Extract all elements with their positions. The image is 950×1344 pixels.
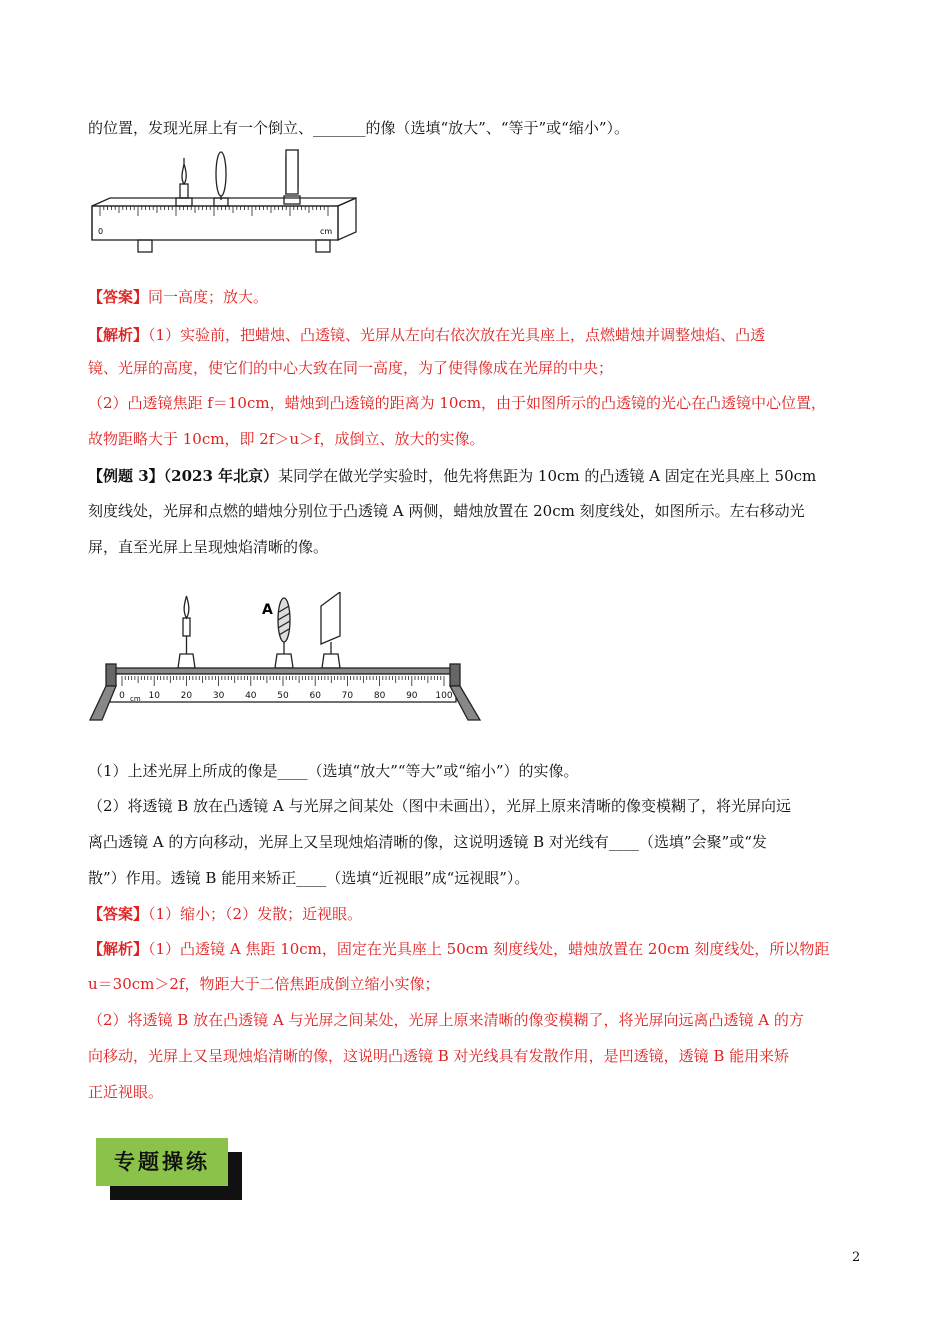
text-line-1: 的位置，发现光屏上有一个倒立、_______的像（选填“放大”、“等于”或“缩小”）。 [88,119,630,137]
example-source: （2023 年北京） [163,467,279,485]
question-2-line-3: 散”）作用。透镜 B 能用来矫正____（选填“近视眼”成“远视眼”）。 [88,869,530,887]
answer-text-2: （1）缩小；（2）发散；近视眼。 [148,905,363,923]
example-3-line-2: 刻度线处，光屏和点燃的蜡烛分别位于凸透镜 A 两侧，蜡烛放置在 20cm 刻度线处，如图所示。左右移动光 [88,502,805,520]
page-number: 2 [852,1250,861,1265]
example-text: 某同学在做光学实验时，他先将焦距为 10cm 的凸透镜 A 固定在光具座上 50cm [278,467,817,485]
figure1-unit-label: cm [320,227,333,236]
analysis-label-2: 【解析】 [88,940,149,958]
figure2-tick-label: 40 [245,691,257,701]
answer-text: 同一高度；放大。 [148,288,269,306]
optical-bench-figure-2 [88,592,483,727]
analysis-line-3: （2）凸透镜焦距 f＝10cm，蜡烛到凸透镜的距离为 10cm，由于如图所示的凸透镜的光心在凸透镜中心位置， [88,394,827,412]
figure2-tick-label: 70 [341,691,354,701]
answer-label-2: 【答案】 [88,905,149,923]
answer-line-1 [88,287,268,307]
analysis-2-line-2: u＝30cm＞2f，物距大于二倍焦距成倒立缩小实像； [88,975,440,993]
analysis-2-line-1 [88,939,829,959]
section-heading [96,1138,242,1200]
analysis-2-line-4: 向移动，光屏上又呈现烛焰清晰的像，这说明凸透镜 B 对光线具有发散作用，是凹透镜，透镜 B 能用来矫 [88,1047,790,1065]
lens-a-label: A [262,602,273,618]
section-heading-text: 专题操练 [114,1150,210,1174]
analysis-label: 【解析】 [88,326,149,344]
example-3-line-1 [88,466,816,486]
answer-label: 【答案】 [88,288,149,306]
analysis-2-line-3: （2）将透镜 B 放在凸透镜 A 与光屏之间某处，光屏上原来清晰的像变模糊了，将光屏向远离凸透镜 A 的方 [88,1011,804,1029]
figure2-tick-label: 30 [212,691,225,701]
figure2-tick-label: 0 [119,691,125,701]
optical-bench-figure-1 [88,148,368,258]
figure2-tick-label: 90 [406,691,418,701]
section-heading-box [96,1138,228,1186]
analysis-text-2: （1）凸透镜 A 焦距 10cm，固定在光具座上 50cm 刻度线处，蜡烛放置在 20cm 刻度线处，所以物距 [148,940,830,958]
analysis-line-2: 镜、光屏的高度，使它们的中心大致在同一高度，为了使得像成在光屏的中央； [88,359,614,377]
question-2-line-2: 离凸透镜 A 的方向移动，光屏上又呈现烛焰清晰的像，这说明透镜 B 对光线有____（选填”会聚”或“发 [88,833,767,851]
analysis-text: （1）实验前，把蜡烛、凸透镜、光屏从左向右依次放在光具座上，点燃蜡烛并调整烛焰、凸透 [148,326,766,344]
answer-line-2 [88,904,362,924]
figure2-tick-label: 60 [309,691,321,701]
analysis-line-4: 故物距略大于 10cm，即 2f＞u＞f，成倒立、放大的实像。 [88,430,485,448]
example-label: 【例题 3】 [88,467,164,485]
analysis-line-1 [88,325,765,345]
figure2-unit-label: cm [130,695,141,703]
figure2-tick-label: 10 [148,691,160,701]
figure2-tick-label: 50 [277,691,289,701]
figure2-tick-label: 80 [373,691,386,701]
question-2-line-1: （2）将透镜 B 放在凸透镜 A 与光屏之间某处（图中未画出），光屏上原来清晰的像变模糊了，将光屏向远 [88,797,791,815]
figure2-tick-label: 20 [180,691,193,701]
question-1: （1）上述光屏上所成的像是____（选填“放大”“等大”或“缩小”）的实像。 [88,762,579,780]
figure1-zero-label: 0 [98,227,104,236]
example-3-line-3: 屏，直至光屏上呈现烛焰清晰的像。 [88,538,329,556]
figure2-tick-label: 100 [435,691,453,701]
analysis-2-line-5: 正近视眼。 [88,1083,164,1101]
